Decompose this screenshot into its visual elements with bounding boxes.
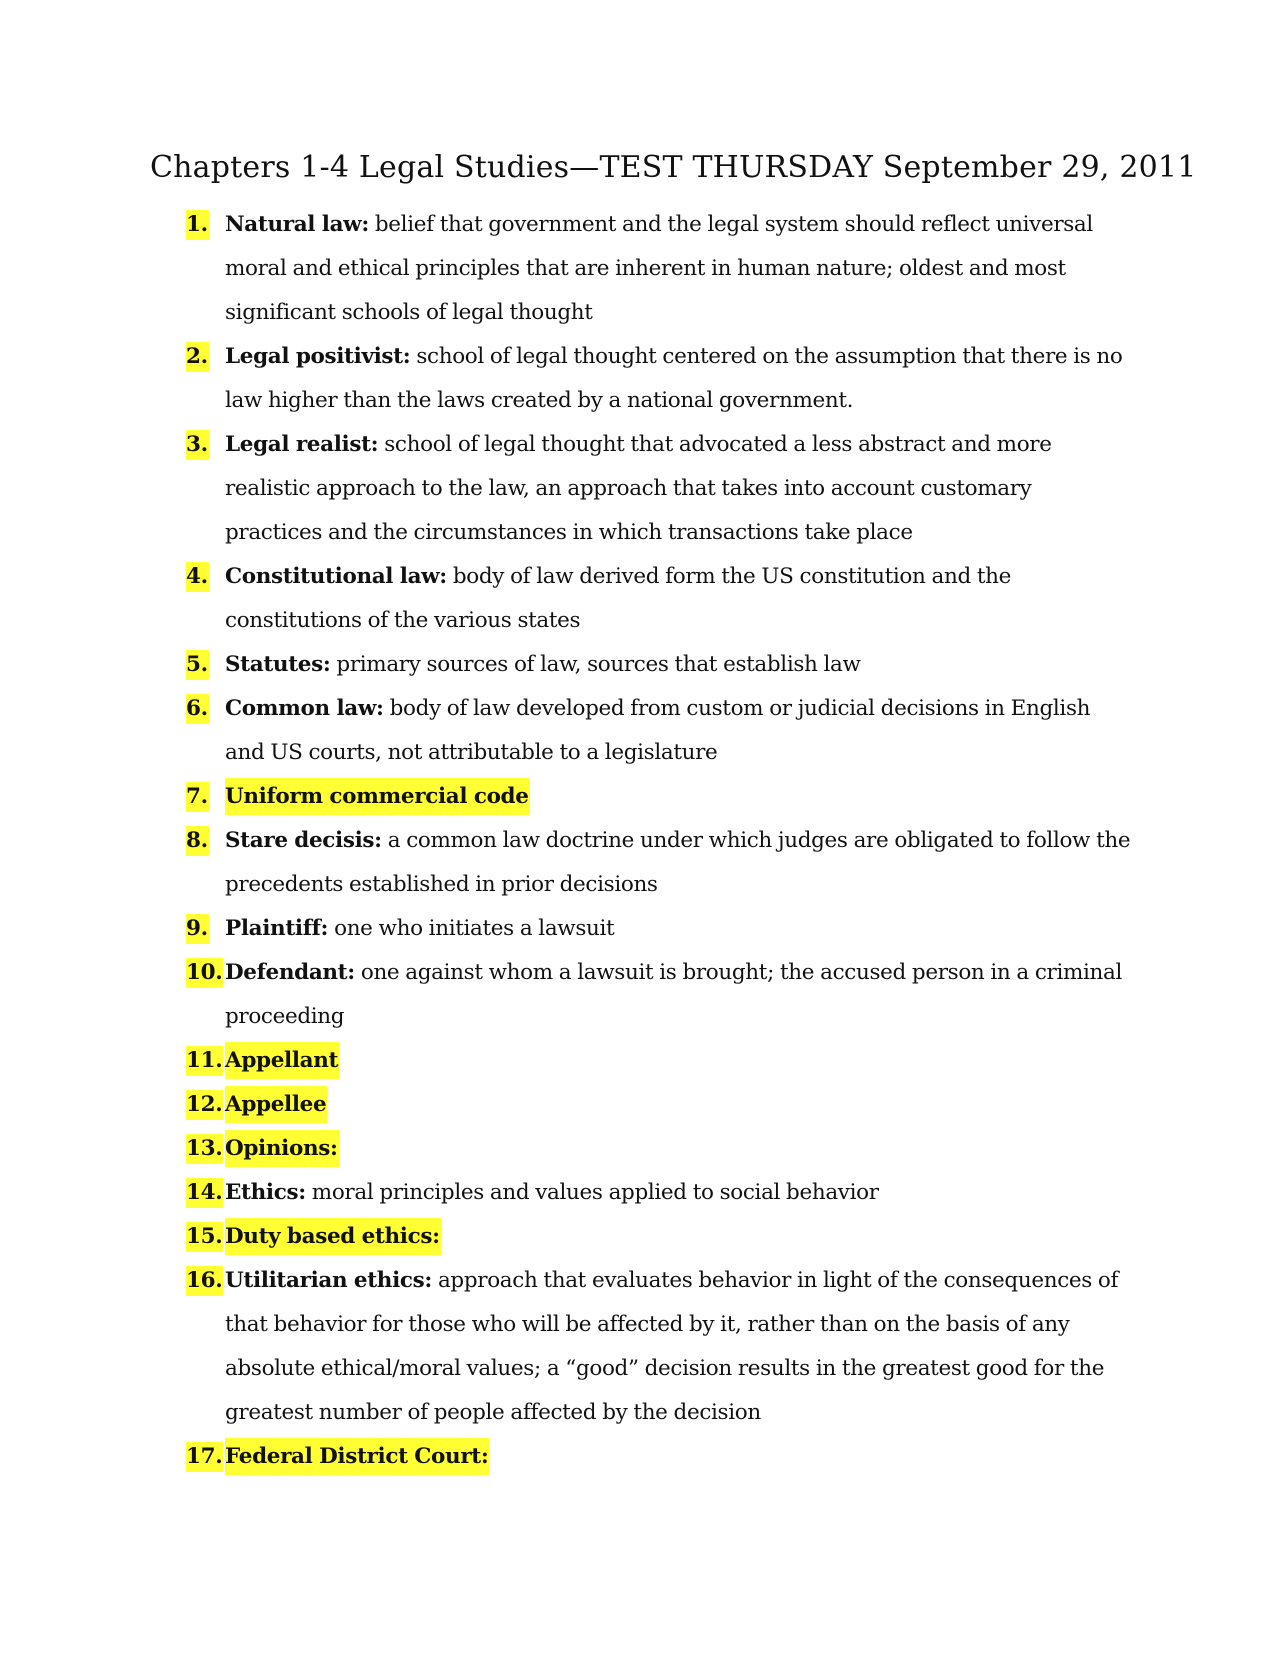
item-definition: body of law derived form the US constitution and the constitutions of the various states — [225, 564, 1012, 633]
list-item — [186, 1215, 1131, 1259]
item-definition: belief that government and the legal system should reflect universal moral and ethical principles that are inherent in human nature; oldest and most significant schools of legal thought — [225, 212, 1093, 325]
item-number: 9. — [186, 914, 209, 944]
list-item — [186, 775, 1131, 819]
item-definition: moral principles and values applied to social behavior — [305, 1180, 879, 1205]
item-term: Constitutional law: — [225, 564, 447, 589]
item-number: 7. — [186, 782, 209, 812]
list-item — [186, 555, 1131, 643]
item-term: Defendant: — [225, 960, 355, 985]
item-number: 12. — [186, 1090, 223, 1120]
item-term: Utilitarian ethics: — [225, 1268, 432, 1293]
list-item — [186, 819, 1131, 907]
item-term: Uniform commercial code — [225, 778, 530, 815]
item-term: Common law: — [225, 696, 384, 721]
item-term: Appellee — [225, 1086, 327, 1123]
item-definition: primary sources of law, sources that establish law — [330, 652, 861, 677]
list-item — [186, 1127, 1131, 1171]
item-definition: one who initiates a lawsuit — [328, 916, 615, 941]
item-number: 17. — [186, 1442, 223, 1472]
item-number: 1. — [186, 210, 209, 240]
list-item — [186, 687, 1131, 775]
list-item — [186, 643, 1131, 687]
item-definition: one against whom a lawsuit is brought; the accused person in a criminal proceeding — [225, 960, 1123, 1029]
item-number: 8. — [186, 826, 209, 856]
item-number: 5. — [186, 650, 209, 680]
list-item — [186, 335, 1131, 423]
item-number: 10. — [186, 958, 223, 988]
item-definition: approach that evaluates behavior in light of the consequences of that behavior for those who will be affected by it, rather than on the basis of any absolute ethical/moral values; a “good” decision results in the greatest good for the greatest number of people affected by the decision — [225, 1268, 1119, 1425]
list-item — [186, 1435, 1131, 1479]
item-term: Natural law: — [225, 212, 369, 237]
item-term: Ethics: — [225, 1180, 306, 1205]
item-number: 16. — [186, 1266, 223, 1296]
item-definition: body of law developed from custom or judicial decisions in English and US courts, not attributable to a legislature — [225, 696, 1091, 765]
list-item — [186, 907, 1131, 951]
item-number: 2. — [186, 342, 209, 372]
item-term: Plaintiff: — [225, 916, 329, 941]
item-definition: school of legal thought centered on the assumption that there is no law higher than the laws created by a national government. — [225, 344, 1123, 413]
list-item — [186, 951, 1131, 1039]
item-term: Stare decisis: — [225, 828, 382, 853]
item-term: Statutes: — [225, 652, 331, 677]
item-number: 6. — [186, 694, 209, 724]
item-number: 11. — [186, 1046, 223, 1076]
item-term: Appellant — [225, 1042, 339, 1079]
item-number: 14. — [186, 1178, 223, 1208]
item-number: 15. — [186, 1222, 223, 1252]
item-number: 4. — [186, 562, 209, 592]
list-item — [186, 423, 1131, 555]
document-title: Chapters 1-4 Legal Studies—TEST THURSDAY September 29, 2011 — [150, 150, 1197, 185]
item-term: Legal positivist: — [225, 344, 411, 369]
item-number: 3. — [186, 430, 209, 460]
item-definition: school of legal thought that advocated a less abstract and more realistic approach to the law, an approach that takes into account customary practices and the circumstances in which transactions take place — [225, 432, 1052, 545]
term-list — [186, 203, 1131, 1479]
list-item — [186, 1259, 1131, 1435]
list-item — [186, 1039, 1131, 1083]
list-item — [186, 203, 1131, 335]
item-term: Federal District Court: — [225, 1438, 489, 1475]
item-number: 13. — [186, 1134, 223, 1164]
item-definition: a common law doctrine under which judges are obligated to follow the precedents established in prior decisions — [225, 828, 1131, 897]
item-term: Opinions: — [225, 1130, 339, 1167]
list-item — [186, 1083, 1131, 1127]
list-item — [186, 1171, 1131, 1215]
item-term: Duty based ethics: — [225, 1218, 441, 1255]
item-term: Legal realist: — [225, 432, 379, 457]
